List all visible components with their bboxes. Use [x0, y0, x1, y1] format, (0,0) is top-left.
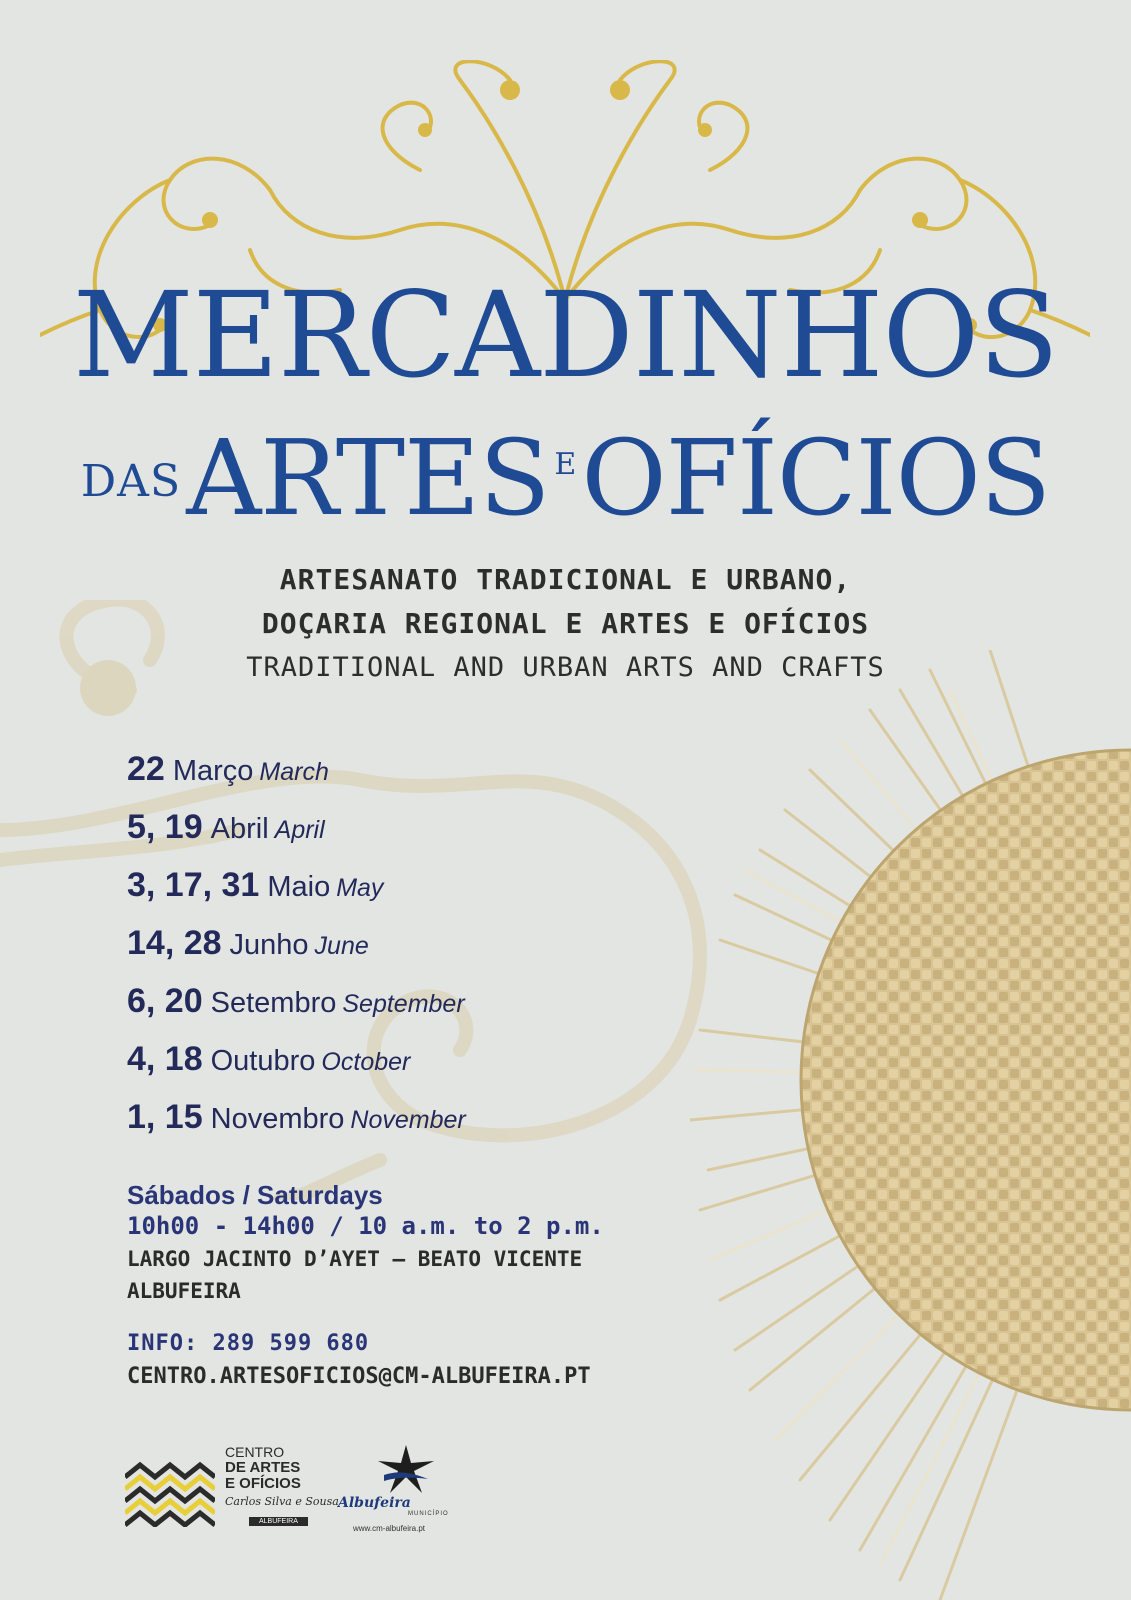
date-month-pt: Maio	[267, 871, 331, 903]
woven-basket-image	[690, 650, 1131, 1600]
albufeira-municipio-logo	[338, 1445, 458, 1535]
date-month-en: April	[274, 816, 325, 844]
date-days: 3, 17, 31	[127, 866, 260, 904]
contact-email[interactable]: CENTRO.ARTESOFICIOS@CM-ALBUFEIRA.PT	[127, 1364, 591, 1389]
date-days: 5, 19	[127, 808, 203, 846]
date-row-september	[127, 982, 727, 1040]
centro-logo-badge: ALBUFEIRA	[249, 1517, 308, 1526]
centro-logo-line2: DE ARTES	[225, 1459, 301, 1476]
date-days: 14, 28	[127, 924, 222, 962]
star-figure-logo-icon	[378, 1445, 434, 1495]
date-days: 22	[127, 750, 165, 788]
date-row-june	[127, 924, 727, 982]
centro-logo-line1: CENTRO	[225, 1444, 285, 1460]
centro-logo-line3: E OFÍCIOS	[225, 1475, 301, 1492]
dates-list	[127, 750, 727, 1156]
title-das: DAS	[80, 456, 182, 507]
albufeira-logo-url[interactable]: www.cm-albufeira.pt	[353, 1524, 426, 1533]
location-line2: ALBUFEIRA	[127, 1279, 241, 1303]
date-month-en: June	[314, 932, 369, 960]
date-row-october	[127, 1040, 727, 1098]
location-line1: LARGO JACINTO D’AYET – BEATO VICENTE	[127, 1247, 583, 1271]
date-days: 6, 20	[127, 982, 203, 1020]
title-e: E	[554, 447, 577, 482]
albufeira-logo-sub: MUNICÍPIO	[408, 1511, 449, 1517]
title-oficios: OFÍCIOS	[581, 417, 1051, 539]
date-month-pt: Setembro	[210, 987, 337, 1019]
date-row-may	[127, 866, 727, 924]
centro-logo-signature: Carlos Silva e Sousa	[225, 1495, 339, 1508]
title-second-line	[0, 405, 1131, 569]
date-month-en: May	[336, 874, 384, 902]
date-row-march	[127, 750, 727, 808]
date-month-pt: Junho	[229, 929, 309, 961]
schedule-hours: 10h00 - 14h00 / 10 a.m. to 2 p.m.	[127, 1212, 604, 1240]
contact-phone: INFO: 289 599 680	[127, 1331, 370, 1356]
zigzag-logo-icon	[125, 1457, 215, 1527]
subtitle-line3: TRADITIONAL AND URBAN ARTS AND CRAFTS	[246, 652, 885, 683]
centro-artes-oficios-logo	[125, 1444, 339, 1535]
date-row-april	[127, 808, 727, 866]
date-month-en: September	[342, 990, 465, 1018]
date-month-pt: Outubro	[210, 1045, 316, 1077]
date-month-pt: Março	[172, 755, 254, 787]
date-days: 4, 18	[127, 1040, 203, 1078]
date-month-en: March	[259, 758, 329, 786]
title-artes: ARTES	[186, 417, 550, 539]
date-month-en: October	[321, 1048, 411, 1076]
date-month-en: November	[350, 1106, 466, 1134]
date-row-november	[127, 1098, 727, 1156]
subtitle-line1: ARTESANATO TRADICIONAL E URBANO,	[279, 563, 852, 596]
schedule-days: Sábados / Saturdays	[127, 1180, 383, 1210]
title-mercadinhos: MERCADINHOS	[72, 266, 1059, 404]
date-days: 1, 15	[127, 1098, 203, 1136]
date-month-pt: Abril	[210, 813, 269, 845]
date-month-pt: Novembro	[210, 1103, 345, 1135]
centro-logo-text	[225, 1445, 345, 1528]
albufeira-logo-name: Albufeira	[338, 1495, 411, 1511]
subtitle-line2: DOÇARIA REGIONAL E ARTES E OFÍCIOS	[261, 607, 870, 640]
